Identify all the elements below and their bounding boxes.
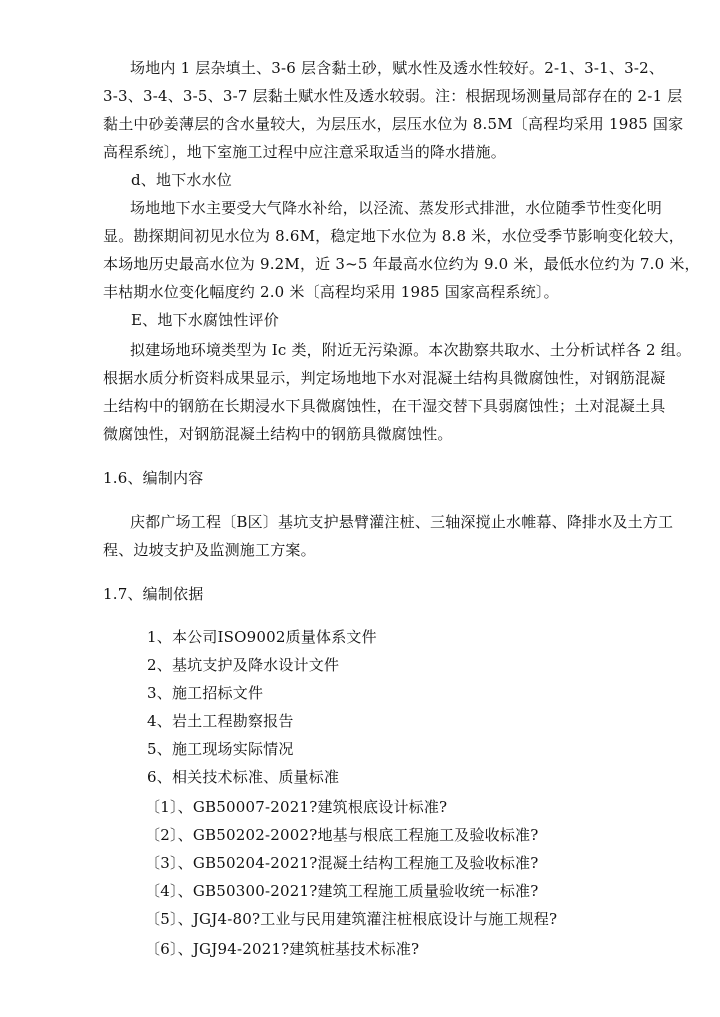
paragraph-line: 根据水质分析资料成果显示，判定场地地下水对混凝土结构具微腐蚀性，对钢筋混凝: [103, 369, 666, 387]
paragraph-line: 场地内 1 层杂填土、3-6 层含黏土砂，赋水性及透水性较好。2-1、3-1、3-2、: [130, 59, 665, 77]
paragraph-line: 3-3、3-4、3-5、3-7 层黏土赋水性及透水较弱。注：根据现场测量局部存在的 2-1 层: [103, 87, 683, 105]
paragraph-line: 微腐蚀性，对钢筋混凝土结构中的钢筋具微腐蚀性。: [103, 425, 453, 443]
standard-item: 〔4〕、GB50300-2021?建筑工程施工质量验收统一标准?: [145, 882, 539, 900]
standard-item: 〔3〕、GB50204-2021?混凝土结构工程施工及验收标准?: [145, 854, 539, 872]
standard-item: 〔1〕、GB50007-2021?建筑根底设计标准?: [145, 798, 448, 816]
list-item: 5、施工现场实际情况: [147, 740, 294, 758]
list-item: 2、基坑支护及降水设计文件: [147, 656, 340, 674]
standard-item: 〔5〕、JGJ4-80?工业与民用建筑灌注桩根底设计与施工规程?: [145, 910, 558, 928]
paragraph-line: 黏土中砂姜薄层的含水量较大，为层压水，层压水位为 8.5M〔高程均采用 1985 国家: [103, 115, 684, 133]
standard-item: 〔2〕、GB50202-2002?地基与根底工程施工及验收标准?: [145, 826, 539, 844]
paragraph-line: 程、边坡支护及监测施工方案。: [103, 541, 316, 559]
paragraph-line: 场地地下水主要受大气降水补给，以泾流、蒸发形式排泄，水位随季节性变化明: [130, 199, 663, 217]
paragraph-line: 本场地历史最高水位为 9.2M，近 3~5 年最高水位约为 9.0 米，最低水位约为 7.0 米，: [103, 255, 700, 273]
section-heading-1-6: 1.6、编制内容: [103, 469, 204, 487]
paragraph-line: 拟建场地环境类型为 Ic 类，附近无污染源。本次勘察共取水、土分析试样各 2 组。: [130, 341, 692, 359]
section-heading: E、地下水腐蚀性评价: [131, 311, 279, 329]
standard-item: 〔6〕、JGJ94-2021?建筑桩基技术标准?: [145, 940, 420, 958]
paragraph-line: 丰枯期水位变化幅度约 2.0 米〔高程均采用 1985 国家高程系统〕。: [103, 283, 559, 301]
list-item: 3、施工招标文件: [147, 684, 264, 702]
list-item: 1、本公司ISO9002质量体系文件: [147, 628, 377, 646]
paragraph-line: 高程系统〕，地下室施工过程中应注意采取适当的降水措施。: [103, 143, 506, 161]
paragraph-line: 庆都广场工程〔B区〕基坑支护悬臂灌注桩、三轴深搅止水帷幕、降排水及土方工: [130, 513, 674, 531]
paragraph-line: 土结构中的钢筋在长期浸水下具微腐蚀性，在干湿交替下具弱腐蚀性；土对混凝土具: [103, 397, 666, 415]
list-item: 6、相关技术标准、质量标准: [147, 768, 340, 786]
paragraph-line: 显。勘探期间初见水位为 8.6M，稳定地下水位为 8.8 米，水位受季节影响变化较大，: [103, 227, 684, 245]
list-item: 4、岩土工程勘察报告: [147, 712, 294, 730]
section-heading: d、地下水水位: [131, 171, 233, 189]
section-heading-1-7: 1.7、编制依据: [103, 585, 204, 603]
